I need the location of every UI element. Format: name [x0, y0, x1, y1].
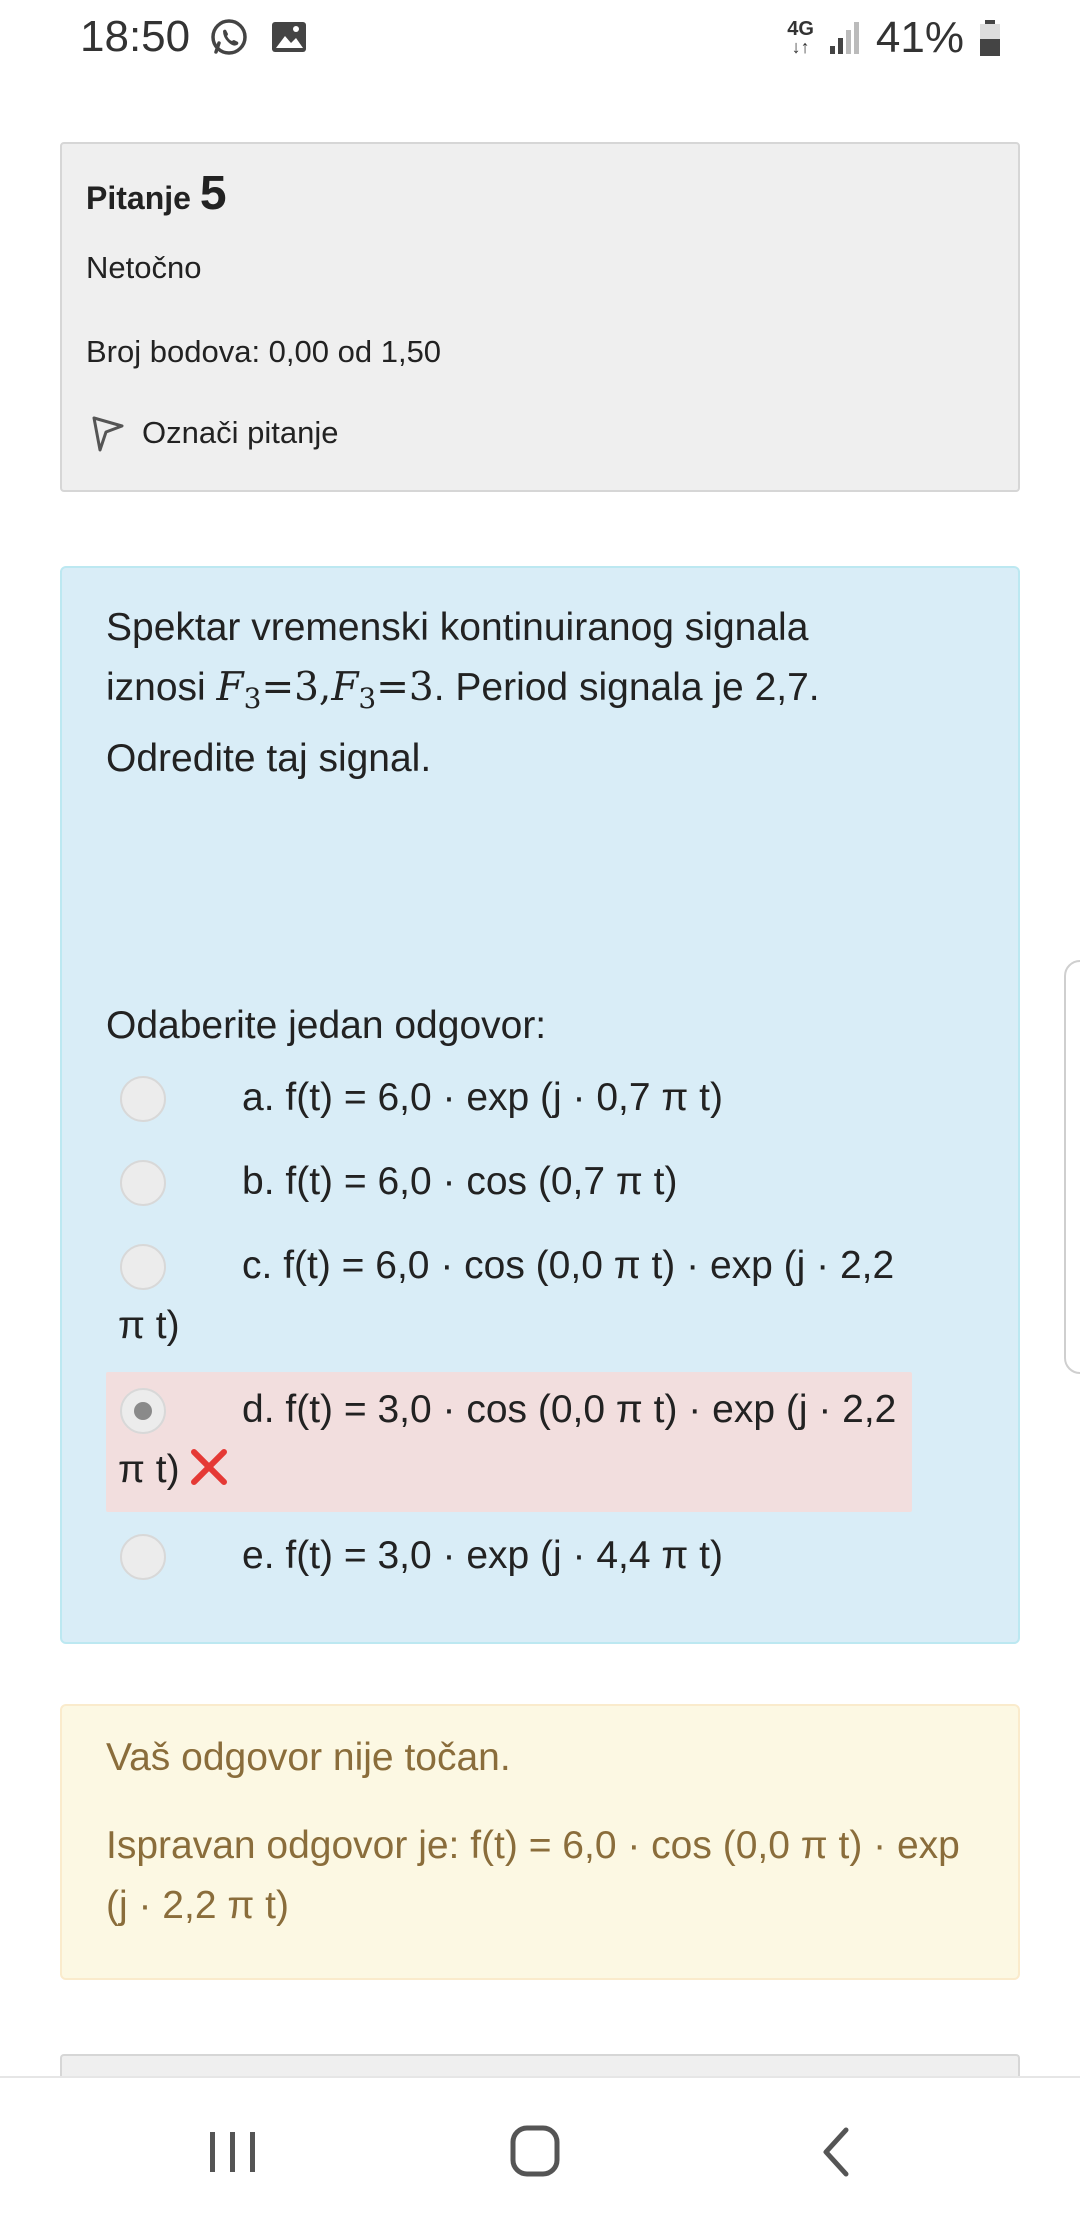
- radio-button-c[interactable]: [120, 1244, 166, 1290]
- flag-question-button[interactable]: [86, 412, 338, 454]
- answer-option-c[interactable]: c. f(t) = 6,0 · cos (0,0 π t) · exp (j · 2,2 π t): [118, 1244, 895, 1347]
- radio-button-e[interactable]: [120, 1534, 166, 1580]
- feedback-box: [60, 1704, 1020, 1980]
- battery-percentage: 41%: [875, 13, 964, 62]
- signal-icon: [828, 20, 862, 56]
- status-right: [787, 12, 1002, 64]
- flag-question-label: Označi pitanje: [142, 415, 339, 450]
- flag-icon: [86, 412, 128, 454]
- system-nav-bar: [0, 2076, 1080, 2220]
- math-expression: $F_3=3,F_3=3$: [216, 665, 434, 715]
- question-label: Pitanje: [86, 180, 191, 216]
- answer-prompt: Odaberite jedan odgovor:: [106, 1004, 547, 1047]
- question-state: Netočno: [86, 250, 202, 285]
- gallery-icon: [268, 16, 310, 58]
- question-text: Spektar vremenski kontinuiranog signala iznosi $F_3=3,F_3=3$. Period signala je 2,7. Odredite taj signal.: [106, 606, 820, 780]
- question-number: 5: [199, 167, 227, 220]
- radio-button-a[interactable]: [120, 1076, 166, 1122]
- recent-apps-icon[interactable]: [198, 2122, 268, 2182]
- side-scroll-handle[interactable]: [1064, 960, 1080, 1374]
- feedback-wrong: Vaš odgovor nije točan.: [106, 1736, 511, 1779]
- question-info-box: [60, 142, 1020, 492]
- radio-button-b[interactable]: [120, 1160, 166, 1206]
- answer-option-b[interactable]: b. f(t) = 6,0 · cos (0,7 π t): [106, 1152, 912, 1212]
- home-icon[interactable]: [500, 2122, 570, 2182]
- incorrect-x-icon: [188, 1446, 230, 1488]
- question-content-box: [60, 566, 1020, 1644]
- status-bar: [0, 0, 1080, 76]
- answer-option-a[interactable]: a. f(t) = 6,0 · exp (j · 0,7 π t): [106, 1068, 912, 1128]
- answer-option-e[interactable]: e. f(t) = 3,0 · exp (j · 4,4 π t): [106, 1526, 912, 1586]
- battery-icon: [978, 19, 1002, 57]
- question-heading: [86, 166, 227, 221]
- whatsapp-icon: [208, 16, 250, 58]
- network-4g-icon: 4G ↓↑: [787, 18, 814, 57]
- answer-option-d[interactable]: d. f(t) = 3,0 · cos (0,0 π t) · exp (j · 2,2 π t): [106, 1372, 912, 1512]
- status-time: 18:50: [80, 12, 191, 61]
- back-icon[interactable]: [802, 2122, 872, 2182]
- feedback-correct-answer: Ispravan odgovor je: f(t) = 6,0 · cos (0,0 π t) · exp (j · 2,2 π t): [106, 1824, 960, 1927]
- question-grade: Broj bodova: 0,00 od 1,50: [86, 334, 442, 369]
- radio-button-d[interactable]: [120, 1388, 166, 1434]
